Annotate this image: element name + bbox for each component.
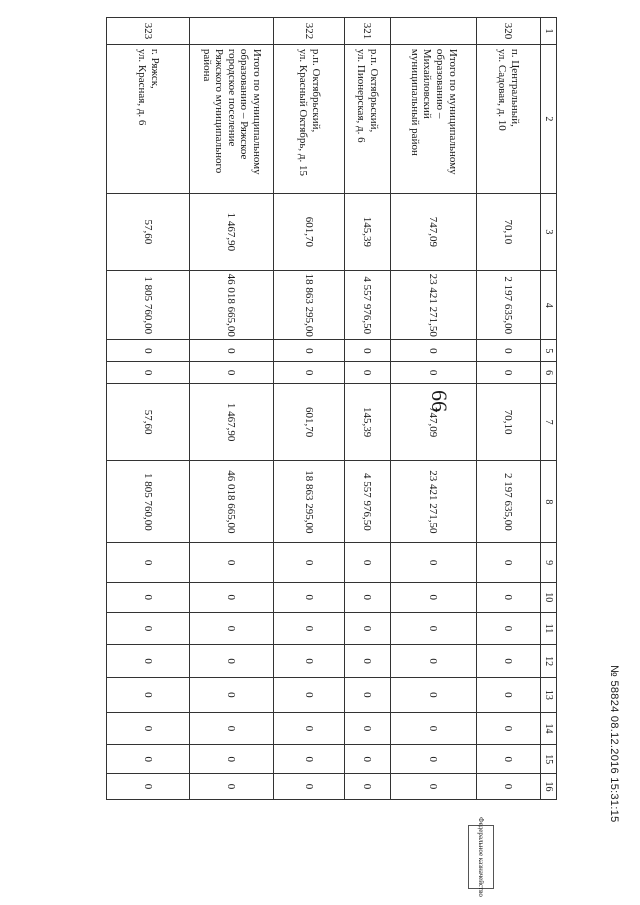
value-cell: 0 (477, 774, 541, 800)
address-cell: Итого по муниципальному образованию – Ряжское городское поселение Ряжского муниципального района (190, 44, 274, 193)
value-cell: 0 (477, 582, 541, 612)
table-row (345, 18, 391, 800)
data-table (106, 17, 557, 800)
header-cell: 15 (541, 745, 557, 774)
address-cell: р.п. Октябрьский, ул. Красный Октябрь, д. 15 (274, 44, 345, 193)
value-cell: 2 197 635,00 (477, 461, 541, 543)
value-cell: 0 (107, 745, 190, 774)
header-cell: 14 (541, 712, 557, 745)
value-cell: 0 (391, 362, 477, 384)
value-cell: 46 018 665,00 (190, 461, 274, 543)
value-cell: 0 (107, 678, 190, 713)
value-cell: 18 863 295,00 (274, 461, 345, 543)
value-cell: 0 (274, 774, 345, 800)
value-cell: 4 557 976,50 (345, 461, 391, 543)
value-cell: 4 557 976,50 (345, 271, 391, 340)
value-cell: 0 (190, 612, 274, 645)
value-cell: 747,09 (391, 193, 477, 270)
value-cell: 0 (107, 543, 190, 582)
value-cell: 0 (274, 340, 345, 362)
header-cell: 10 (541, 582, 557, 612)
header-cell: 1 (541, 18, 557, 45)
header-cell: 11 (541, 612, 557, 645)
value-cell: 0 (477, 362, 541, 384)
value-cell: 0 (477, 678, 541, 713)
value-cell: 0 (391, 745, 477, 774)
header-row (541, 18, 557, 800)
value-cell: 0 (391, 340, 477, 362)
header-cell: 13 (541, 678, 557, 713)
header-cell: 4 (541, 271, 557, 340)
row-number-cell (391, 18, 477, 45)
value-cell: 0 (477, 543, 541, 582)
header-cell: 9 (541, 543, 557, 582)
row-number-cell (190, 18, 274, 45)
value-cell: 0 (477, 645, 541, 678)
table-row (190, 18, 274, 800)
header-cell: 2 (541, 44, 557, 193)
value-cell: 0 (107, 362, 190, 384)
header-cell: 3 (541, 193, 557, 270)
rotated-page (117, 0, 577, 800)
value-cell: 0 (107, 774, 190, 800)
value-cell: 1 467,90 (190, 193, 274, 270)
table-row (107, 18, 190, 800)
value-cell: 0 (391, 612, 477, 645)
treasury-stamp: Федеральное казначейство (468, 825, 494, 889)
value-cell: 0 (190, 582, 274, 612)
value-cell: 0 (190, 543, 274, 582)
value-cell: 0 (477, 612, 541, 645)
value-cell: 2 197 635,00 (477, 271, 541, 340)
value-cell: 0 (477, 712, 541, 745)
value-cell: 0 (274, 678, 345, 713)
value-cell: 0 (107, 645, 190, 678)
value-cell: 0 (391, 774, 477, 800)
value-cell: 0 (391, 582, 477, 612)
value-cell: 0 (274, 712, 345, 745)
value-cell: 0 (345, 582, 391, 612)
row-number-cell: 321 (345, 18, 391, 45)
value-cell: 57,60 (107, 193, 190, 270)
value-cell: 0 (345, 340, 391, 362)
value-cell: 601,70 (274, 193, 345, 270)
address-cell: г. Ряжск, ул. Красная, д. 6 (107, 44, 190, 193)
value-cell: 0 (345, 745, 391, 774)
header-cell: 8 (541, 461, 557, 543)
value-cell: 0 (345, 712, 391, 745)
value-cell: 0 (274, 612, 345, 645)
value-cell: 0 (345, 362, 391, 384)
value-cell: 0 (345, 645, 391, 678)
value-cell: 0 (190, 362, 274, 384)
value-cell: 0 (274, 645, 345, 678)
document-number: № 58824 08.12.2016 15:31:15 (608, 665, 620, 823)
value-cell: 0 (345, 678, 391, 713)
value-cell: 0 (477, 340, 541, 362)
value-cell: 1 467,90 (190, 384, 274, 461)
value-cell: 0 (274, 582, 345, 612)
value-cell: 0 (391, 712, 477, 745)
address-cell: п. Центральный, ул. Садовая, д. 10 (477, 44, 541, 193)
table-row (477, 18, 541, 800)
row-number-cell: 323 (107, 18, 190, 45)
value-cell: 46 018 665,00 (190, 271, 274, 340)
value-cell: 0 (391, 645, 477, 678)
value-cell: 601,70 (274, 384, 345, 461)
value-cell: 0 (190, 340, 274, 362)
value-cell: 23 421 271,50 (391, 461, 477, 543)
value-cell: 18 863 295,00 (274, 271, 345, 340)
value-cell: 0 (107, 340, 190, 362)
value-cell: 0 (477, 745, 541, 774)
value-cell: 747,09 (391, 384, 477, 461)
value-cell: 0 (274, 362, 345, 384)
value-cell: 145,39 (345, 384, 391, 461)
value-cell: 0 (391, 543, 477, 582)
header-cell: 16 (541, 774, 557, 800)
header-cell: 6 (541, 362, 557, 384)
header-cell: 5 (541, 340, 557, 362)
value-cell: 1 805 760,00 (107, 461, 190, 543)
value-cell: 0 (190, 678, 274, 713)
table-row (391, 18, 477, 800)
header-cell: 7 (541, 384, 557, 461)
value-cell: 70,10 (477, 193, 541, 270)
page-number: 66 (427, 390, 452, 412)
value-cell: 0 (107, 712, 190, 745)
header-cell: 12 (541, 645, 557, 678)
value-cell: 0 (345, 612, 391, 645)
value-cell: 0 (190, 712, 274, 745)
address-cell: р.п. Октябрьский, ул. Пионерская, д. 6 (345, 44, 391, 193)
value-cell: 0 (345, 543, 391, 582)
value-cell: 0 (345, 774, 391, 800)
value-cell: 70,10 (477, 384, 541, 461)
value-cell: 0 (190, 745, 274, 774)
value-cell: 0 (274, 745, 345, 774)
value-cell: 0 (391, 678, 477, 713)
value-cell: 0 (190, 645, 274, 678)
address-cell: Итого по муниципальному образованию – Михайловский муниципальный район (391, 44, 477, 193)
value-cell: 145,39 (345, 193, 391, 270)
row-number-cell: 320 (477, 18, 541, 45)
value-cell: 1 805 760,00 (107, 271, 190, 340)
value-cell: 0 (107, 582, 190, 612)
value-cell: 23 421 271,50 (391, 271, 477, 340)
value-cell: 0 (274, 543, 345, 582)
value-cell: 0 (190, 774, 274, 800)
value-cell: 57,60 (107, 384, 190, 461)
table-row (274, 18, 345, 800)
row-number-cell: 322 (274, 18, 345, 45)
value-cell: 0 (107, 612, 190, 645)
